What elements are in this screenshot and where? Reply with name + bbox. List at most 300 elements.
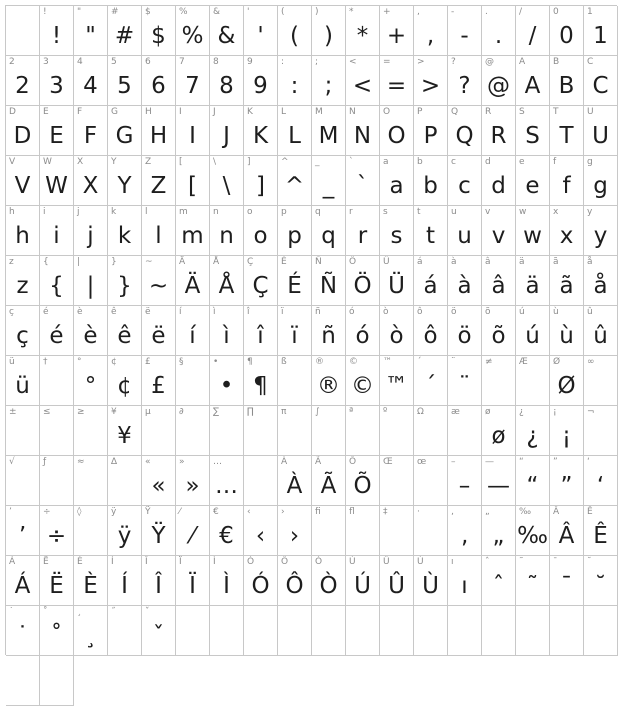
glyph-cell-label: Ÿ — [145, 507, 151, 517]
glyph-cell — [380, 406, 414, 456]
glyph-cell-label: » — [179, 457, 185, 467]
glyph-sample: ‰ — [517, 523, 548, 549]
glyph-cell-label: E — [43, 107, 49, 117]
glyph-sample: G — [115, 123, 134, 149]
glyph-cell — [346, 506, 380, 556]
glyph-cell-label: Ç — [247, 257, 254, 267]
glyph-cell-label: å — [587, 257, 593, 267]
glyph-sample: V — [14, 173, 31, 199]
glyph-cell — [482, 256, 516, 306]
glyph-cell — [176, 606, 210, 656]
glyph-sample: ; — [324, 73, 333, 99]
glyph-cell — [244, 56, 278, 106]
glyph-sample: ¿ — [526, 423, 539, 449]
glyph-cell — [142, 356, 176, 406]
glyph-sample: À — [286, 473, 303, 499]
glyph-sample: # — [114, 23, 135, 49]
glyph-cell — [176, 156, 210, 206]
glyph-cell — [278, 356, 312, 406]
glyph-cell — [448, 456, 482, 506]
glyph-sample: ® — [317, 373, 340, 399]
glyph-cell — [380, 306, 414, 356]
glyph-cell-label: ô — [417, 307, 423, 317]
glyph-sample: “ — [526, 473, 539, 499]
glyph-cell-label: Ô — [281, 557, 289, 567]
glyph-cell — [516, 306, 550, 356]
glyph-sample: m — [181, 223, 204, 249]
glyph-cell — [278, 556, 312, 606]
glyph-sample: p — [287, 223, 302, 249]
glyph-cell — [108, 6, 142, 56]
glyph-cell — [74, 456, 108, 506]
glyph-cell-label: ò — [383, 307, 389, 317]
glyph-cell-label: > — [417, 57, 425, 67]
glyph-sample: ? — [458, 73, 471, 99]
glyph-cell-label: ° — [77, 357, 82, 367]
glyph-cell — [278, 106, 312, 156]
glyph-cell — [346, 156, 380, 206]
glyph-sample: R — [490, 123, 507, 149]
glyph-cell — [74, 106, 108, 156]
glyph-sample: b — [423, 173, 438, 199]
glyph-cell-label: 7 — [179, 57, 185, 67]
glyph-cell-label: ~ — [145, 257, 153, 267]
glyph-cell-label: ^ — [281, 157, 289, 167]
glyph-cell — [210, 456, 244, 506]
glyph-sample: ï — [291, 323, 298, 349]
glyph-sample: 5 — [117, 73, 132, 99]
glyph-sample: ñ — [321, 323, 336, 349]
glyph-sample: g — [593, 173, 608, 199]
glyph-sample: i — [53, 223, 60, 249]
glyph-sample: ô — [423, 323, 438, 349]
glyph-cell — [40, 506, 74, 556]
glyph-sample: – — [458, 473, 471, 499]
glyph-sample: ¸ — [84, 623, 97, 649]
glyph-cell-label: Æ — [519, 357, 528, 367]
glyph-sample: ı — [461, 573, 468, 599]
glyph-cell — [74, 256, 108, 306]
glyph-cell-label: · — [417, 507, 420, 517]
glyph-cell — [176, 256, 210, 306]
glyph-sample: ú — [525, 323, 540, 349]
glyph-cell-label: x — [553, 207, 559, 217]
glyph-cell — [482, 106, 516, 156]
glyph-cell-label: h — [9, 207, 15, 217]
glyph-sample: Ü — [388, 273, 405, 299]
glyph-cell — [210, 406, 244, 456]
glyph-cell — [346, 556, 380, 606]
glyph-sample: E — [49, 123, 64, 149]
glyph-cell — [414, 206, 448, 256]
glyph-cell — [40, 456, 74, 506]
glyph-sample: Ù — [422, 573, 439, 599]
glyph-cell — [550, 256, 584, 306]
glyph-sample: Ó — [251, 573, 270, 599]
glyph-sample: , — [426, 23, 435, 49]
glyph-cell-label: À — [281, 457, 288, 467]
glyph-cell-label: ¥ — [111, 407, 117, 417]
glyph-cell-label: 2 — [9, 57, 15, 67]
glyph-cell — [584, 206, 618, 256]
glyph-map-grid — [5, 5, 617, 655]
glyph-cell — [6, 356, 40, 406]
glyph-sample: 3 — [49, 73, 64, 99]
glyph-cell — [482, 306, 516, 356]
glyph-sample: Ú — [354, 573, 371, 599]
glyph-sample: Y — [117, 173, 132, 199]
glyph-cell-label: V — [9, 157, 16, 167]
glyph-cell-label: ﬁ — [315, 507, 321, 517]
glyph-sample: £ — [151, 373, 166, 399]
glyph-sample: Ö — [353, 273, 372, 299]
glyph-cell — [550, 306, 584, 356]
glyph-cell-label: Ù — [417, 557, 424, 567]
glyph-cell-label: ø — [485, 407, 491, 417]
glyph-sample: W — [45, 173, 68, 199]
glyph-cell — [380, 56, 414, 106]
glyph-cell — [142, 6, 176, 56]
glyph-cell-label: ! — [43, 7, 47, 17]
glyph-cell — [380, 506, 414, 556]
glyph-sample: T — [559, 123, 574, 149]
glyph-cell-label: ‰ — [519, 507, 532, 517]
glyph-cell-label: † — [43, 357, 48, 367]
glyph-sample: N — [353, 123, 372, 149]
glyph-cell — [176, 456, 210, 506]
glyph-cell — [550, 406, 584, 456]
glyph-cell — [6, 256, 40, 306]
glyph-cell-label: ‚ — [451, 507, 454, 517]
glyph-cell — [244, 306, 278, 356]
glyph-cell-label: P — [417, 107, 423, 117]
glyph-cell-label: ¢ — [111, 357, 117, 367]
glyph-cell — [244, 156, 278, 206]
glyph-sample: ' — [257, 23, 264, 49]
glyph-cell — [550, 506, 584, 556]
glyph-cell-label: — — [485, 457, 494, 467]
glyph-cell — [380, 456, 414, 506]
glyph-cell — [482, 506, 516, 556]
glyph-sample: ç — [16, 323, 29, 349]
glyph-cell — [584, 456, 618, 506]
glyph-cell — [6, 606, 40, 656]
glyph-cell-label: Ú — [349, 557, 356, 567]
glyph-sample: Ñ — [319, 273, 338, 299]
glyph-cell — [244, 256, 278, 306]
glyph-cell — [278, 506, 312, 556]
glyph-cell — [448, 606, 482, 656]
glyph-sample: ø — [491, 423, 506, 449]
glyph-sample: © — [351, 373, 374, 399]
glyph-sample: c — [458, 173, 471, 199]
glyph-cell — [448, 556, 482, 606]
glyph-sample: k — [117, 223, 132, 249]
glyph-cell-label: ÷ — [43, 507, 51, 517]
glyph-cell — [108, 606, 142, 656]
glyph-sample: 8 — [219, 73, 234, 99]
glyph-sample: ÿ — [117, 523, 132, 549]
glyph-sample: ÷ — [46, 523, 67, 549]
glyph-sample: ~ — [148, 273, 169, 299]
glyph-cell-label: o — [247, 207, 253, 217]
glyph-cell — [6, 406, 40, 456]
glyph-sample: Å — [218, 273, 235, 299]
glyph-cell — [414, 106, 448, 156]
glyph-cell — [108, 406, 142, 456]
glyph-cell-label: ≥ — [77, 407, 85, 417]
glyph-sample: ! — [51, 23, 62, 49]
glyph-cell-label: “ — [519, 457, 524, 467]
glyph-cell-label: L — [281, 107, 287, 117]
glyph-cell — [6, 556, 40, 606]
glyph-cell-label: z — [9, 257, 14, 267]
glyph-cell — [108, 156, 142, 206]
glyph-cell — [210, 306, 244, 356]
glyph-cell — [244, 556, 278, 606]
glyph-cell — [380, 6, 414, 56]
glyph-cell — [210, 106, 244, 156]
glyph-cell-label: N — [349, 107, 356, 117]
glyph-sample: C — [592, 73, 609, 99]
glyph-sample: ^ — [284, 173, 305, 199]
glyph-cell — [414, 56, 448, 106]
glyph-sample: ˜ — [526, 573, 539, 599]
glyph-cell — [40, 356, 74, 406]
glyph-cell-label: _ — [315, 157, 320, 167]
glyph-cell-label: [ — [179, 157, 183, 167]
glyph-cell-label: º — [383, 407, 388, 417]
glyph-cell — [278, 6, 312, 56]
glyph-cell — [142, 406, 176, 456]
glyph-cell-label: A — [519, 57, 526, 67]
glyph-cell-label: R — [485, 107, 492, 117]
glyph-cell-label: Ì — [213, 557, 216, 567]
glyph-cell — [40, 156, 74, 206]
glyph-cell-label: d — [485, 157, 491, 167]
glyph-sample: B — [558, 73, 575, 99]
glyph-cell-label: û — [587, 307, 593, 317]
glyph-cell — [6, 206, 40, 256]
glyph-cell-label: ∫ — [315, 407, 320, 417]
glyph-sample: â — [491, 273, 506, 299]
glyph-cell — [516, 256, 550, 306]
glyph-cell — [6, 506, 40, 556]
glyph-cell-label: i — [43, 207, 46, 217]
glyph-cell — [346, 456, 380, 506]
glyph-sample: ’ — [18, 523, 27, 549]
glyph-cell-label: \ — [213, 157, 217, 167]
glyph-cell — [108, 56, 142, 106]
glyph-sample: ¶ — [253, 373, 268, 399]
glyph-cell — [40, 406, 74, 456]
glyph-sample: % — [181, 23, 204, 49]
glyph-cell — [74, 206, 108, 256]
glyph-sample: A — [524, 73, 541, 99]
glyph-cell — [584, 306, 618, 356]
glyph-cell — [346, 306, 380, 356]
glyph-cell-label: ú — [519, 307, 525, 317]
glyph-cell — [414, 406, 448, 456]
glyph-cell — [414, 156, 448, 206]
glyph-cell-label: Î — [145, 557, 148, 567]
glyph-sample: > — [420, 73, 441, 99]
glyph-cell — [516, 606, 550, 656]
glyph-cell — [108, 206, 142, 256]
glyph-sample: ö — [457, 323, 472, 349]
glyph-cell — [278, 606, 312, 656]
glyph-cell — [176, 206, 210, 256]
glyph-cell-label: Ω — [417, 407, 424, 417]
glyph-sample: a — [389, 173, 404, 199]
glyph-cell — [312, 356, 346, 406]
glyph-cell-label: M — [315, 107, 323, 117]
glyph-cell-label: w — [519, 207, 527, 217]
glyph-cell — [482, 406, 516, 456]
glyph-sample: ò — [389, 323, 404, 349]
glyph-cell-label: ≤ — [43, 407, 51, 417]
glyph-cell-label: Ö — [349, 257, 357, 267]
glyph-sample: 7 — [185, 73, 200, 99]
glyph-cell — [142, 506, 176, 556]
glyph-sample: d — [491, 173, 506, 199]
glyph-sample: : — [290, 73, 299, 99]
glyph-cell-label: 5 — [111, 57, 117, 67]
glyph-cell-label: C — [587, 57, 594, 67]
glyph-sample: Á — [14, 573, 31, 599]
glyph-sample: î — [257, 323, 264, 349]
glyph-cell — [278, 456, 312, 506]
glyph-cell — [176, 56, 210, 106]
glyph-sample: ‹ — [255, 523, 266, 549]
glyph-cell — [142, 156, 176, 206]
glyph-sample: v — [491, 223, 506, 249]
glyph-cell-label: ë — [145, 307, 151, 317]
glyph-cell-label: ◊ — [77, 507, 82, 517]
glyph-cell-label: ’ — [9, 507, 12, 517]
glyph-cell — [6, 56, 40, 106]
glyph-sample: é — [49, 323, 64, 349]
glyph-cell-label: á — [417, 257, 423, 267]
glyph-cell — [584, 556, 618, 606]
glyph-cell-label: ù — [553, 307, 559, 317]
glyph-cell-label: Œ — [383, 457, 393, 467]
glyph-cell-label: æ — [451, 407, 460, 417]
glyph-cell — [108, 356, 142, 406]
glyph-cell — [74, 356, 108, 406]
glyph-cell — [312, 106, 346, 156]
glyph-cell-label: ˝ — [111, 607, 116, 617]
glyph-cell — [448, 406, 482, 456]
glyph-cell-label: ) — [315, 7, 319, 17]
glyph-cell — [516, 6, 550, 56]
glyph-sample: ) — [324, 23, 333, 49]
glyph-sample: à — [457, 273, 472, 299]
glyph-cell — [346, 6, 380, 56]
glyph-cell-label: ü — [9, 357, 15, 367]
glyph-cell — [210, 156, 244, 206]
glyph-sample: ä — [525, 273, 540, 299]
glyph-cell-label: u — [451, 207, 457, 217]
glyph-cell-label: … — [213, 457, 222, 467]
glyph-sample: f — [562, 173, 571, 199]
glyph-cell-label: õ — [485, 307, 491, 317]
glyph-cell — [108, 256, 142, 306]
glyph-cell-label: Ä — [179, 257, 186, 267]
glyph-cell-label: ™ — [383, 357, 392, 367]
glyph-sample: € — [219, 523, 234, 549]
glyph-cell — [346, 356, 380, 406]
glyph-sample: Ô — [285, 573, 304, 599]
glyph-cell — [108, 556, 142, 606]
glyph-sample: Ë — [49, 573, 64, 599]
glyph-cell-label: g — [587, 157, 593, 167]
glyph-sample: = — [386, 73, 407, 99]
glyph-cell — [40, 656, 74, 706]
glyph-cell — [142, 206, 176, 256]
glyph-cell-label: $ — [145, 7, 151, 17]
glyph-cell-label: ? — [451, 57, 456, 67]
glyph-sample: x — [559, 223, 574, 249]
glyph-sample: t — [425, 223, 436, 249]
glyph-cell — [584, 506, 618, 556]
glyph-cell-label: É — [281, 257, 287, 267]
glyph-sample: ‘ — [596, 473, 605, 499]
glyph-cell — [346, 406, 380, 456]
glyph-cell — [278, 156, 312, 206]
glyph-cell-label: @ — [485, 57, 494, 67]
glyph-sample: y — [593, 223, 608, 249]
glyph-cell-label: Ë — [43, 557, 49, 567]
glyph-sample: — — [487, 473, 510, 499]
glyph-cell — [176, 556, 210, 606]
glyph-sample: Ê — [593, 523, 608, 549]
glyph-cell-label: ¶ — [247, 357, 253, 367]
glyph-cell — [244, 206, 278, 256]
glyph-cell — [414, 356, 448, 406]
glyph-sample: z — [16, 273, 29, 299]
glyph-cell — [414, 456, 448, 506]
glyph-cell-label: µ — [145, 407, 151, 417]
glyph-cell — [584, 56, 618, 106]
glyph-cell-label: Í — [111, 557, 114, 567]
glyph-sample: á — [423, 273, 438, 299]
glyph-cell-label: ó — [349, 307, 355, 317]
glyph-cell — [584, 406, 618, 456]
glyph-sample: ˆ — [492, 573, 505, 599]
glyph-sample: ó — [355, 323, 370, 349]
glyph-cell — [482, 56, 516, 106]
glyph-cell-label: È — [77, 557, 83, 567]
glyph-sample: » — [185, 473, 200, 499]
glyph-cell-label: Ê — [587, 507, 593, 517]
glyph-cell-label: f — [553, 157, 557, 167]
glyph-sample: Ÿ — [151, 523, 166, 549]
glyph-cell — [584, 156, 618, 206]
glyph-cell-label: Ø — [553, 357, 561, 367]
glyph-sample: K — [252, 123, 269, 149]
glyph-sample: h — [15, 223, 30, 249]
glyph-sample: Ç — [252, 273, 269, 299]
glyph-cell-label: D — [9, 107, 16, 117]
glyph-cell-label: / — [519, 7, 523, 17]
glyph-cell — [312, 506, 346, 556]
glyph-sample: 9 — [253, 73, 268, 99]
glyph-cell — [6, 106, 40, 156]
glyph-sample: n — [219, 223, 234, 249]
glyph-cell — [244, 406, 278, 456]
glyph-cell-label: O — [383, 107, 391, 117]
